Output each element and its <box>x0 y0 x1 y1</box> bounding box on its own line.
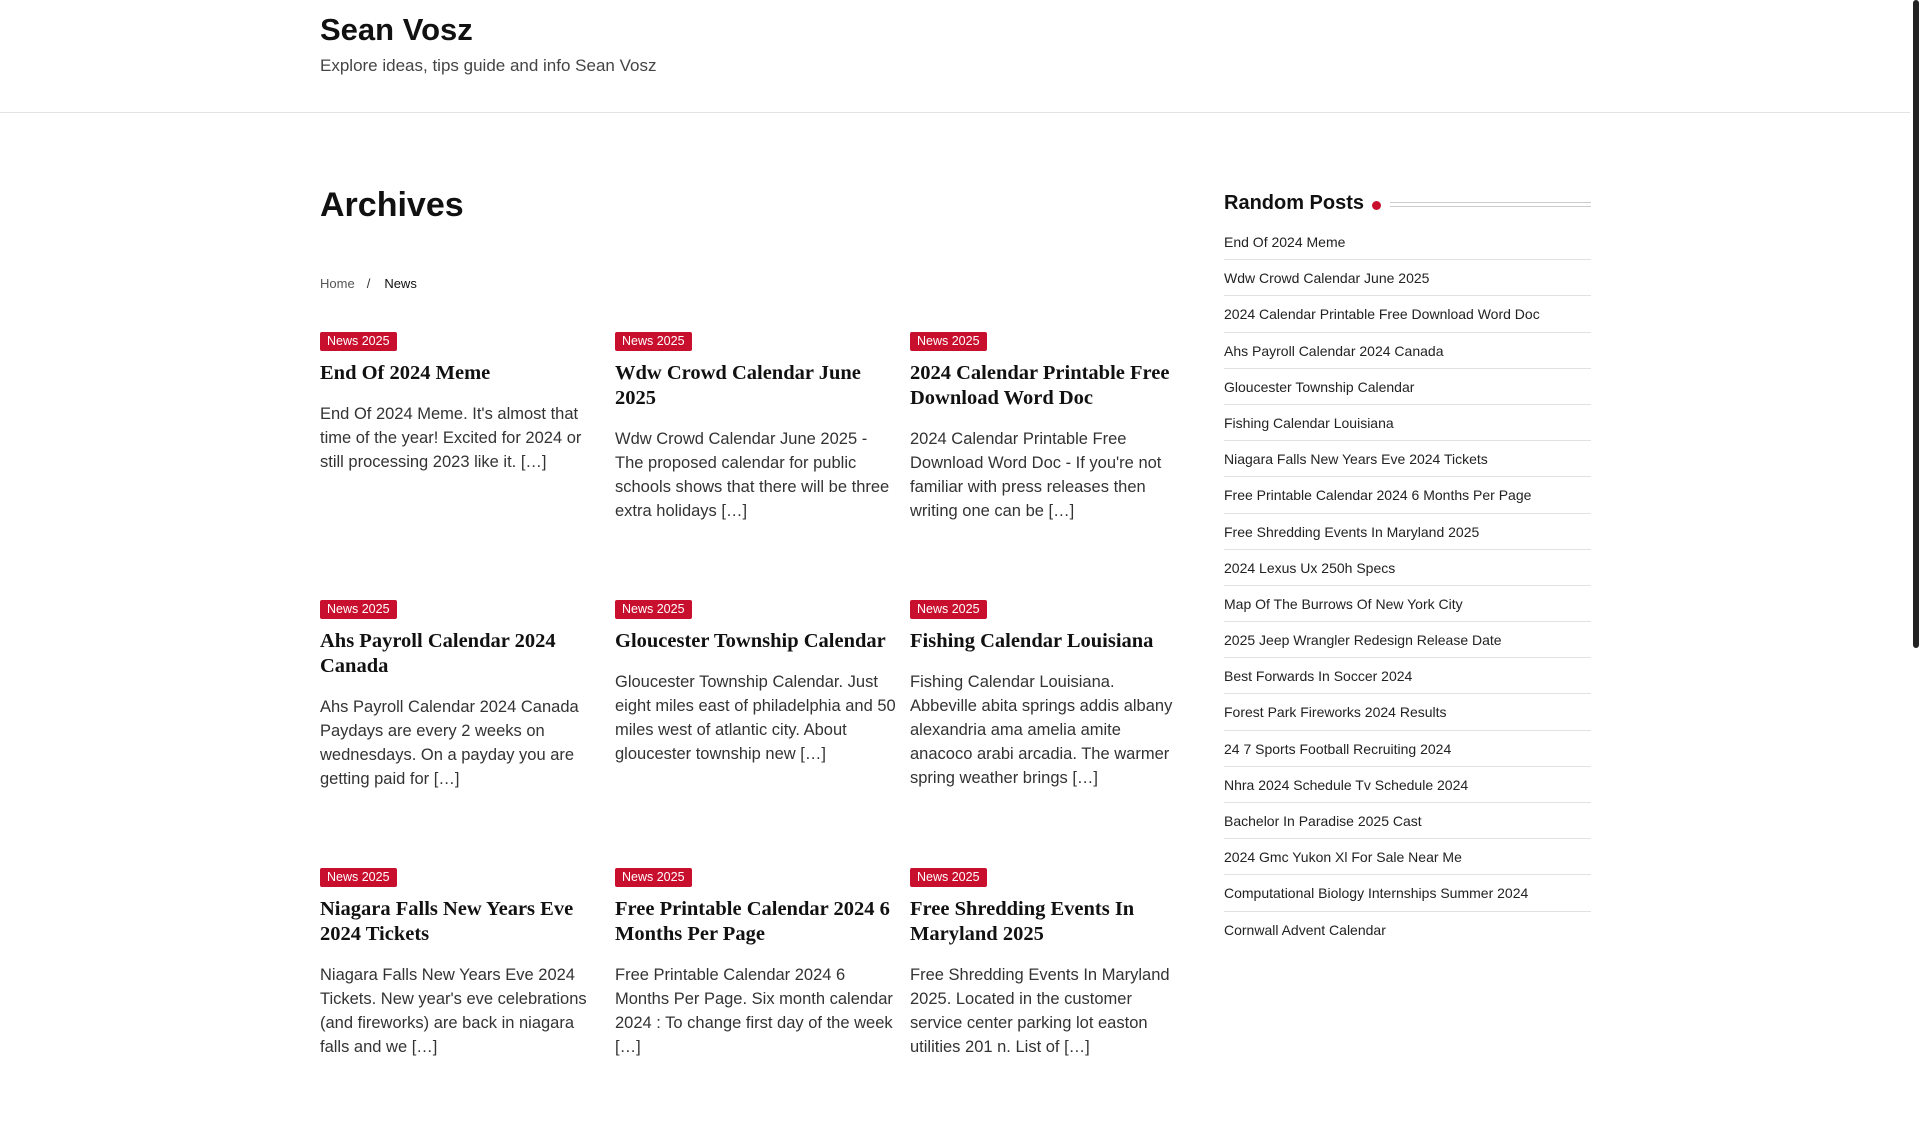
random-post-link[interactable]: 2024 Gmc Yukon Xl For Sale Near Me <box>1224 839 1591 875</box>
post-excerpt: 2024 Calendar Printable Free Download Word Doc - If you're not familiar with press releases then writing one can be […] <box>910 430 1162 520</box>
random-post-link[interactable]: Forest Park Fireworks 2024 Results <box>1224 694 1591 730</box>
post-card <box>615 868 910 1136</box>
random-post-link[interactable]: Bachelor In Paradise 2025 Cast <box>1224 803 1591 839</box>
post-excerpt: Fishing Calendar Louisiana. Abbeville abita springs addis albany alexandria ama amelia amite anacoco arabi arcadia. The warmer spring weather brings […] <box>910 673 1173 787</box>
page-scrollbar[interactable] <box>1910 0 1920 1080</box>
random-post-link[interactable]: Map Of The Burrows Of New York City <box>1224 586 1591 622</box>
post-card <box>910 600 1190 868</box>
site-title[interactable]: Sean Vosz <box>320 12 473 47</box>
post-card <box>910 868 1190 1136</box>
breadcrumb-current: News <box>384 276 417 291</box>
post-card <box>615 600 910 868</box>
random-post-link[interactable]: Fishing Calendar Louisiana <box>1224 405 1591 441</box>
category-badge[interactable]: News 2025 <box>910 600 987 619</box>
post-card <box>320 332 615 600</box>
widget-title: Random Posts <box>1224 192 1365 214</box>
random-post-link[interactable]: Best Forwards In Soccer 2024 <box>1224 658 1591 694</box>
random-post-link[interactable]: Free Printable Calendar 2024 6 Months Per Page <box>1224 477 1591 513</box>
post-excerpt: Ahs Payroll Calendar 2024 Canada Paydays are every 2 weeks on wednesdays. On a payday you are getting paid for […] <box>320 698 579 788</box>
category-badge[interactable]: News 2025 <box>910 332 987 351</box>
post-title-link[interactable]: Gloucester Township Calendar <box>615 630 886 652</box>
sidebar <box>1224 190 1591 948</box>
category-badge[interactable]: News 2025 <box>320 868 397 887</box>
random-post-link[interactable]: Free Shredding Events In Maryland 2025 <box>1224 514 1591 550</box>
category-badge[interactable]: News 2025 <box>615 600 692 619</box>
random-post-link[interactable]: 2025 Jeep Wrangler Redesign Release Date <box>1224 622 1591 658</box>
random-post-link[interactable]: Cornwall Advent Calendar <box>1224 921 1386 938</box>
post-card <box>320 868 615 1136</box>
post-title-link[interactable]: Niagara Falls New Years Eve 2024 Tickets <box>320 898 574 945</box>
page-title: Archives <box>320 186 464 224</box>
post-title-link[interactable]: Fishing Calendar Louisiana <box>910 630 1154 652</box>
random-post-link[interactable]: Computational Biology Internships Summer 2024 <box>1224 875 1591 911</box>
random-posts-list <box>1224 224 1591 948</box>
post-title-link[interactable]: Wdw Crowd Calendar June 2025 <box>615 362 861 409</box>
post-card <box>910 332 1190 600</box>
post-excerpt: Gloucester Township Calendar. Just eight miles east of philadelphia and 50 miles west of atlantic city. About gloucester township new […] <box>615 673 896 763</box>
random-posts-widget-header <box>1224 190 1591 218</box>
post-title-link[interactable]: Free Printable Calendar 2024 6 Months Per Page <box>615 898 890 945</box>
post-title-link[interactable]: 2024 Calendar Printable Free Download Word Doc <box>910 362 1170 409</box>
category-badge[interactable]: News 2025 <box>910 868 987 887</box>
category-badge[interactable]: News 2025 <box>320 332 397 351</box>
breadcrumb-home-link[interactable]: Home <box>320 276 355 291</box>
widget-dot-icon <box>1372 201 1381 210</box>
category-badge[interactable]: News 2025 <box>615 868 692 887</box>
random-post-link[interactable]: Wdw Crowd Calendar June 2025 <box>1224 260 1591 296</box>
post-excerpt: Free Shredding Events In Maryland 2025. Located in the customer service center parking lot easton utilities 201 n. List of […] <box>910 966 1170 1056</box>
category-badge[interactable]: News 2025 <box>320 600 397 619</box>
scrollbar-thumb[interactable] <box>1913 0 1919 648</box>
random-post-link[interactable]: Nhra 2024 Schedule Tv Schedule 2024 <box>1224 767 1591 803</box>
random-post-link[interactable]: 24 7 Sports Football Recruiting 2024 <box>1224 731 1591 767</box>
random-post-link[interactable]: 2024 Lexus Ux 250h Specs <box>1224 550 1591 586</box>
random-post-link[interactable]: Ahs Payroll Calendar 2024 Canada <box>1224 333 1591 369</box>
site-tagline: Explore ideas, tips guide and info Sean Vosz <box>320 56 657 75</box>
category-badge[interactable]: News 2025 <box>615 332 692 351</box>
post-excerpt: End Of 2024 Meme. It's almost that time of the year! Excited for 2024 or still processing 2023 like it. […] <box>320 405 582 471</box>
site-header <box>0 0 1910 113</box>
widget-divider <box>1390 202 1591 207</box>
post-title-link[interactable]: Ahs Payroll Calendar 2024 Canada <box>320 630 556 677</box>
post-grid <box>320 332 1190 1136</box>
post-title-link[interactable]: Free Shredding Events In Maryland 2025 <box>910 898 1135 945</box>
breadcrumb-separator: / <box>366 276 371 291</box>
random-post-link[interactable]: 2024 Calendar Printable Free Download Word Doc <box>1224 296 1591 332</box>
post-card <box>615 332 910 600</box>
random-post-link[interactable]: Niagara Falls New Years Eve 2024 Tickets <box>1224 441 1591 477</box>
random-post-link[interactable]: End Of 2024 Meme <box>1224 224 1591 260</box>
post-excerpt: Free Printable Calendar 2024 6 Months Per Page. Six month calendar 2024 : To change first day of the week […] <box>615 966 893 1056</box>
random-post-link[interactable]: Gloucester Township Calendar <box>1224 369 1591 405</box>
post-title-link[interactable]: End Of 2024 Meme <box>320 362 491 384</box>
post-card <box>320 600 615 868</box>
post-excerpt: Niagara Falls New Years Eve 2024 Tickets. New year's eve celebrations (and fireworks) are back in niagara falls and we […] <box>320 966 587 1056</box>
breadcrumb <box>320 276 417 291</box>
post-excerpt: Wdw Crowd Calendar June 2025 - The proposed calendar for public schools shows that there will be three extra holidays […] <box>615 430 890 520</box>
